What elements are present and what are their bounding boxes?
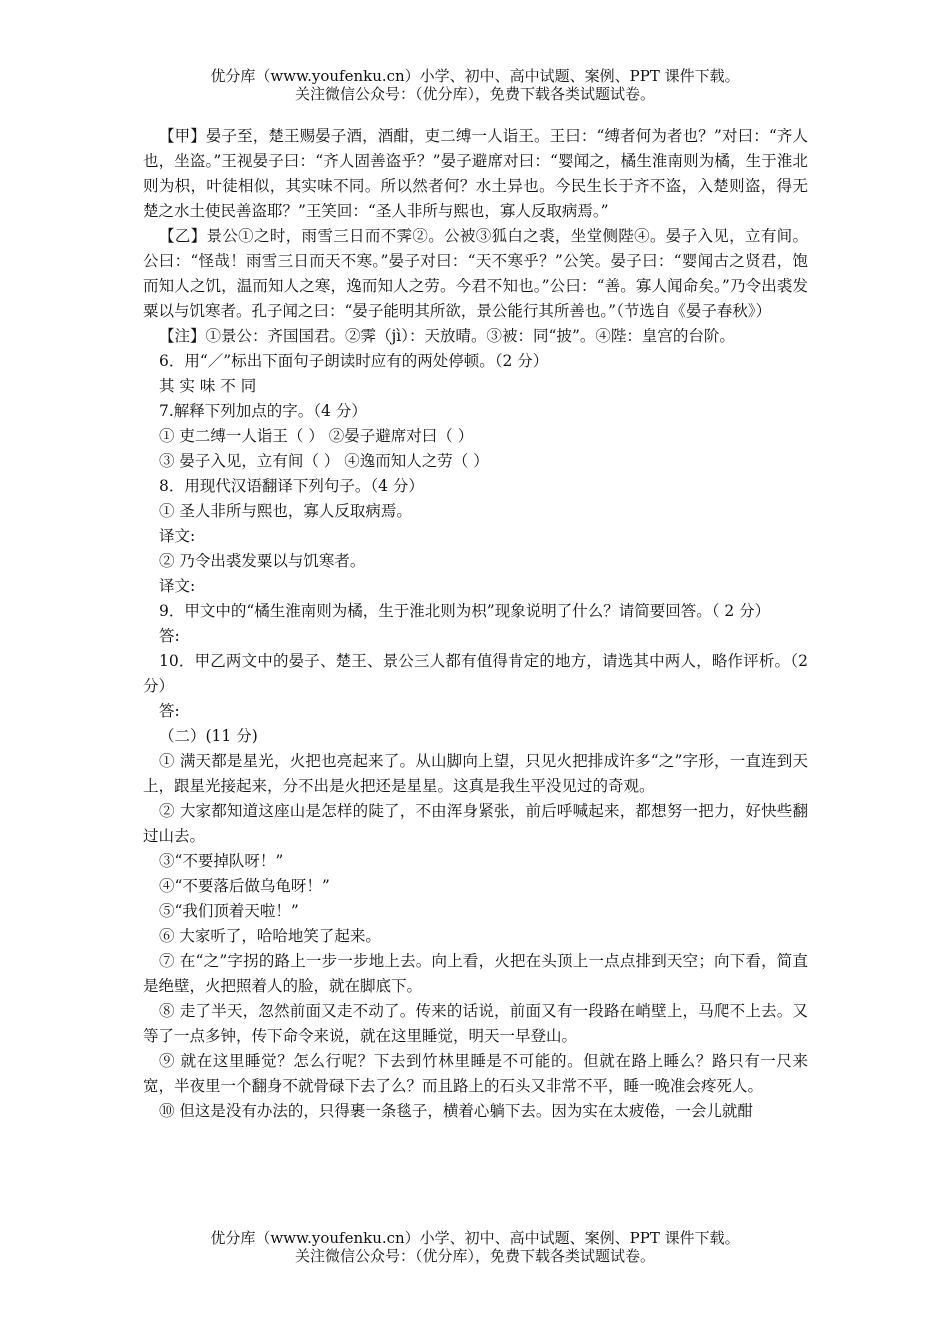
paragraph-9: ⑨ 就在这里睡觉？怎么行呢？下去到竹林里睡是不可能的。但就在路上睡么？路只有一尺来宽，半夜里一个翻身不就骨碌下去了么？而且路上的石头又非常不平，睡一晚准会疼死人。 xyxy=(143,1052,808,1095)
question-9: 9．甲文中的“橘生淮南则为橘，生于淮北则为枳”现象说明了什么？请简要回答。（ 2 分） xyxy=(159,602,771,620)
header-line-1: 优分库（www.youfenku.cn）小学、初中、高中试题、案例、PPT 课件下载。 xyxy=(210,67,740,85)
question-8-answer-2: 译文: xyxy=(159,577,196,595)
footer-line-1: 优分库（www.youfenku.cn）小学、初中、高中试题、案例、PPT 课件下载。 xyxy=(210,1229,740,1247)
header-line-2: 关注微信公众号：（优分库），免费下载各类试题试卷。 xyxy=(294,85,655,103)
passage-jia: 【甲】晏子至，楚王赐晏子酒，酒酣，吏二缚一人诣王。王曰：“缚者何为者也？”对曰：“齐人也，坐盗。”王视晏子曰：“齐人固善盗乎？”晏子避席对曰：“婴闻之，橘生淮南则为橘，生于淮北则为枳，叶徒相似，其实味不同。所以然者何？水土异也。今民生长于齐不盗，入楚则盗，得无楚之水土使民善盗耶？”王笑回：“圣人非所与熙也，寡人反取病焉。” xyxy=(143,127,808,220)
paragraph-7: ⑦ 在“之”字拐的路上一步一步地上去。向上看，火把在头顶上一点点排到天空；向下看，简直是绝壁，火把照着人的脸，就在脚底下。 xyxy=(143,952,808,995)
question-7: 7.解释下列加点的字。（4 分） xyxy=(159,402,367,420)
paragraph-8: ⑧ 走了半天，忽然前面又走不动了。传来的话说，前面又有一段路在峭壁上，马爬不上去。又等了一点多钟，传下命令来说，就在这里睡觉，明天一早登山。 xyxy=(143,1002,808,1045)
question-8: 8．用现代汉语翻译下列句子。（4 分） xyxy=(159,477,424,495)
question-8-answer-1: 译文: xyxy=(159,527,196,545)
question-8-item-2: ② 乃令出裘发粟以与饥寒者。 xyxy=(159,552,366,570)
question-10-answer: 答: xyxy=(159,702,180,720)
page-footer xyxy=(0,1229,950,1265)
page-header xyxy=(0,67,950,103)
question-7-line-a: ① 吏二缚一人诣王（ ） ②晏子避席对曰（ ） xyxy=(159,427,474,445)
paragraph-6: ⑥ 大家听了，哈哈地笑了起来。 xyxy=(159,927,381,945)
passage-yi: 【乙】景公①之时，雨雪三日而不霁②。公被③狐白之裘，坐堂侧陛④。晏子入见，立有间。公曰：“怪哉！雨雪三日而天不寒。”晏子对曰：“天不寒乎？”公笑。晏子曰：“婴闻古之贤君，饱而知人之饥，温而知人之寒，逸而知人之劳。今君不知也。”公曰：“善。寡人闻命矣。”乃令出裘发粟以与饥寒者。孔子闻之曰：“晏子能明其所欲，景公能行其所善也。”（节选自《晏子春秋》） xyxy=(143,227,808,320)
paragraph-3: ③“不要掉队呀！” xyxy=(159,852,284,870)
paragraph-5: ⑤“我们顶着天啦！” xyxy=(159,902,299,920)
paragraph-4: ④“不要落后做乌龟呀！” xyxy=(159,877,330,895)
footer-line-2: 关注微信公众号：（优分库），免费下载各类试题试卷。 xyxy=(294,1247,655,1265)
paragraph-10: ⑩ 但这是没有办法的，只得裹一条毯子，横着心躺下去。因为实在太疲倦，一会儿就酣 xyxy=(159,1102,753,1120)
question-10: 10．甲乙两文中的晏子、楚王、景公三人都有值得肯定的地方，请选其中两人，略作评析。（2 分） xyxy=(143,652,808,695)
question-6: 6．用“／”标出下面句子朗读时应有的两处停顿。（2 分） xyxy=(159,352,549,370)
question-8-item-1: ① 圣人非所与熙也，寡人反取病焉。 xyxy=(159,502,412,520)
question-9-answer: 答: xyxy=(159,627,180,645)
question-7-line-b: ③ 晏子入见，立有间（ ） ④逸而知人之劳（ ） xyxy=(159,452,489,470)
document-body xyxy=(143,124,808,1124)
section-2-title: （二）(11 分) xyxy=(159,727,258,745)
passage-note: 【注】①景公：齐国国君。②霁（jì）：天放晴。③被：同“披”。④陛：皇宫的台阶。 xyxy=(159,327,735,345)
paragraph-1: ① 满天都是星光，火把也亮起来了。从山脚向上望，只见火把排成许多“之”字形，一直连到天上，跟星光接起来，分不出是火把还是星星。这真是我生平没见过的奇观。 xyxy=(143,752,808,795)
paragraph-2: ② 大家都知道这座山是怎样的陡了，不由浑身紧张，前后呼喊起来，都想努一把力，好快些翻过山去。 xyxy=(143,802,808,845)
question-6-sentence: 其 实 味 不 同 xyxy=(159,377,257,395)
